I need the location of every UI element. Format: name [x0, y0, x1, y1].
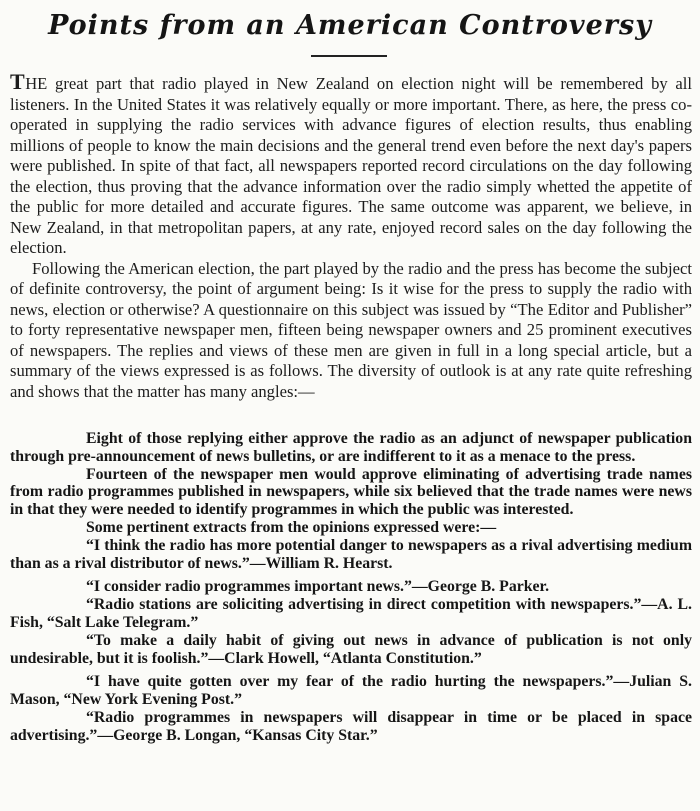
- quotes-section: [10, 430, 692, 745]
- quote-item: “Radio programmes in newspapers will disappear in time or be placed in space advertising.”—George B. Longan, “Kansas City Star.”: [10, 708, 692, 744]
- article-title: Points from an American Controversy: [48, 10, 652, 41]
- paragraph-1: [10, 69, 692, 259]
- extracts-intro: Some pertinent extracts from the opinions expressed were:—: [86, 518, 497, 536]
- summary-item: Fourteen of the newspaper men would approve eliminating of advertising trade names from radio programmes published in newspapers, while six believed that the trade names were news in that they were needed to identify programmes in which the public was interested.: [10, 465, 692, 519]
- article-body: [10, 69, 692, 402]
- quote-item: “I have quite gotten over my fear of the radio hurting the newspapers.”—Julian S. Mason, “New York Evening Post.”: [10, 673, 692, 709]
- quote-item: “I think the radio has more potential danger to newspapers as a rival advertising medium than as a rival distributor of news.”—William R. Hearst.: [10, 536, 692, 572]
- drop-cap: T: [10, 69, 26, 94]
- summary-item: Eight of those replying either approve the radio as an adjunct of newspaper publication through pre-announcement of news bulletins, or are indifferent to it as a menace to the press.: [10, 430, 692, 465]
- quote-item: “I consider radio programmes important news.”—George B. Parker.: [86, 578, 550, 596]
- quote-item: “Radio stations are soliciting advertising in direct competition with newspapers.”—A. L. Fish, “Salt Lake Telegram.”: [10, 596, 692, 631]
- paragraph-2: Following the American election, the part played by the radio and the press has become the subject of definite controversy, the point of argument being: Is it wise for the press to supply the radio with news, election or otherwise? A questionnaire on this subject was issued by “The Editor and Publisher” to forty representative newspaper men, fifteen being newspaper owners and 25 prominent executives of newspapers. The replies and views of these men are given in full in a long special article, but a summary of the views expressed is as follows. The diversity of outlook is at any rate quite refreshing and shows that the matter has many angles:—: [10, 258, 692, 401]
- quote-item: “To make a daily habit of giving out news in advance of publication is not only undesirable, but it is foolish.”—Clark Howell, “Atlanta Constitution.”: [10, 631, 692, 667]
- paragraph-1-text: HE great part that radio played in New Zealand on election night will be remembered by all listeners. In the United States it was relatively equally or more important. There, as here, the press co-operated in supplying the radio services with advance figures of election results, thus enabling millions of people to know the main decisions and the general trend even before the next day's papers were published. In spite of that fact, all newspapers reported record circulations on the day following the election, thus proving that the advance information over the radio simply whetted the appetite of the public for more detailed and accurate figures. The same outcome was apparent, we believe, in New Zealand, in that metropolitan papers, at any rate, enjoyed record sales on the day following the election.: [10, 74, 692, 257]
- title-rule: [311, 55, 387, 57]
